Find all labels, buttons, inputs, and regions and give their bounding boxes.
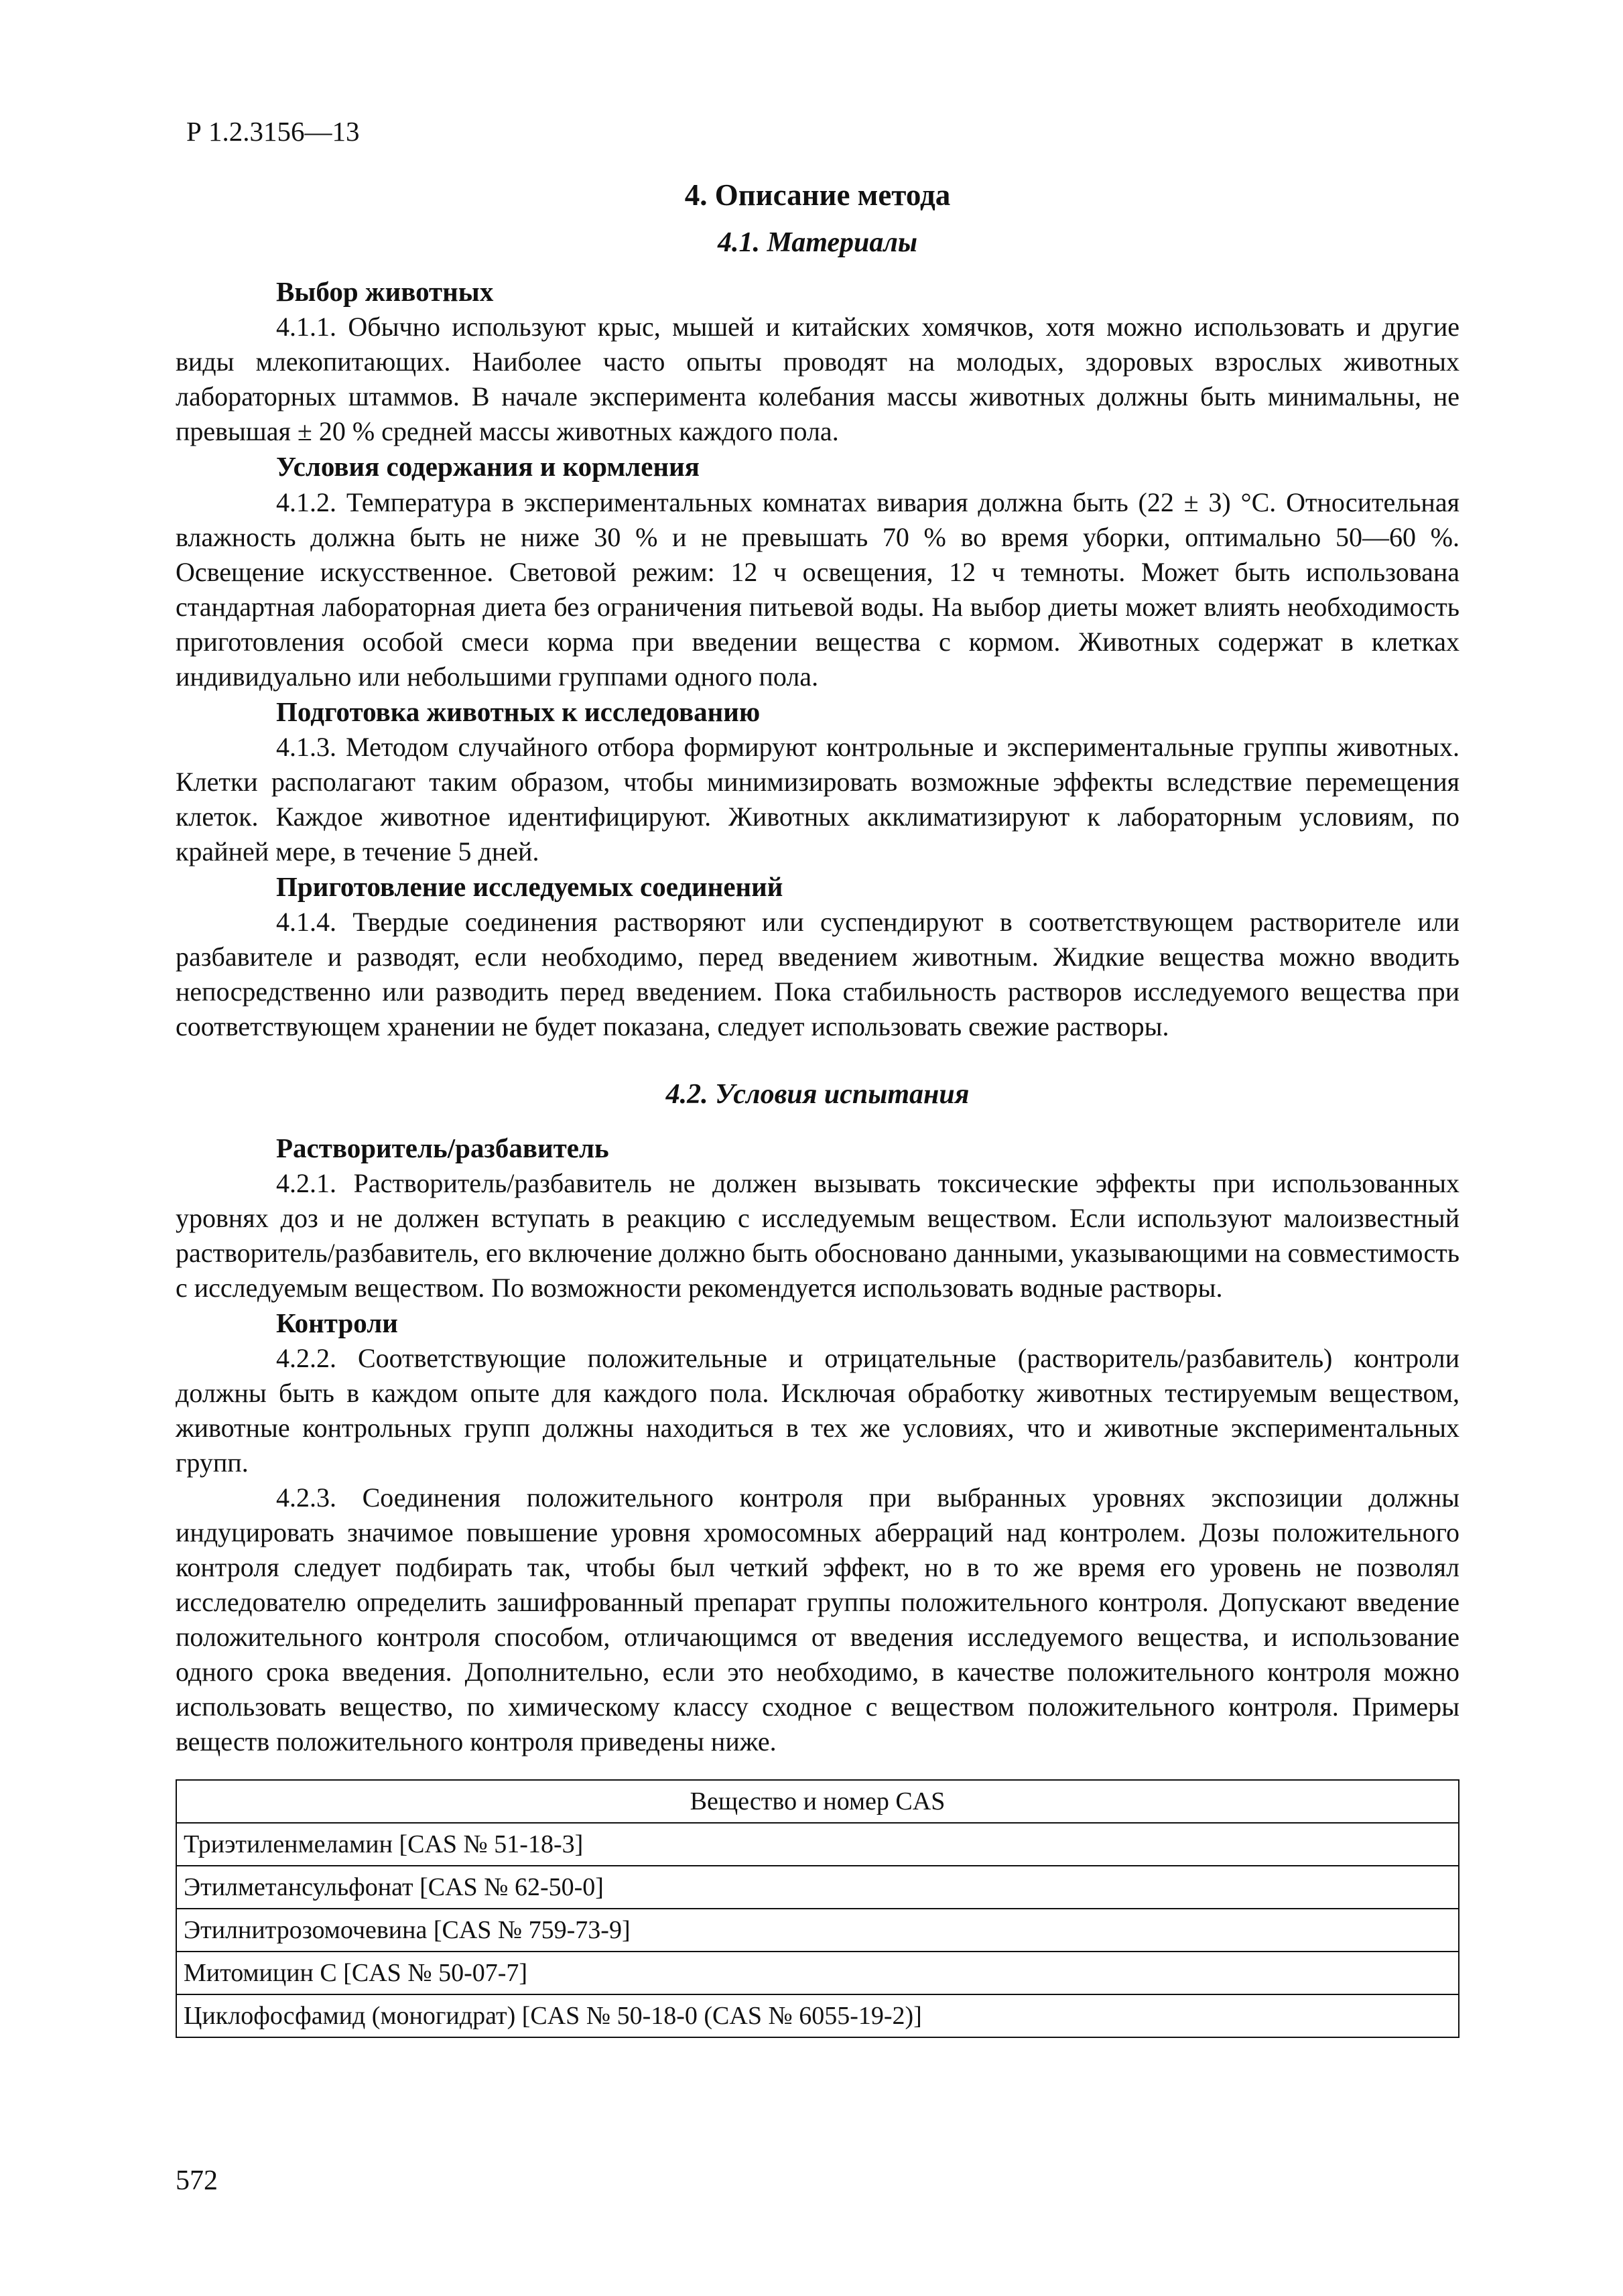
document-code: Р 1.2.3156—13 [186, 116, 360, 147]
table-cell: Этилнитрозомочевина [CAS № 759-73-9] [176, 1909, 1459, 1952]
section-title: 4. Описание метода [684, 178, 951, 212]
table-cell: Циклофосфамид (моногидрат) [CAS № 50-18-0 (CAS № 6055-19-2)] [176, 1994, 1459, 2037]
paragraph-4-2-1: 4.2.1. Растворитель/разбавитель не должен вызывать токсические эффекты при использованных уровнях доз и не должен вступать в реакцию с исследуемым веществом. Если используют малоизвестный растворитель/разбавитель, его включение должно быть обосновано данными, указывающими на совместимость с исследуемым веществом. По возможности рекомендуется использовать водные растворы. [176, 1168, 1459, 1303]
table-row [176, 1952, 1459, 1994]
subsection-title-test-conditions: 4.2. Условия испытания [665, 1079, 970, 1110]
table-cell: Митомицин С [CAS № 50-07-7] [176, 1952, 1459, 1994]
document-body [176, 176, 1459, 2038]
paragraph-4-2-2: 4.2.2. Соответствующие положительные и отрицательные (растворитель/разбавитель) контроли должны быть в каждом опыте для каждого пола. Исключая обработку животных тестируемым веществом, животные контрольных групп должны находиться в тех же условиях, что и животные экспериментальных групп. [176, 1343, 1459, 1478]
table-cell: Этилметансульфонат [CAS № 62-50-0] [176, 1866, 1459, 1909]
paragraph-4-2-3: 4.2.3. Соединения положительного контроля при выбранных уровнях экспозиции должны индуцировать значимое повышение уровня хромосомных аберраций над контролем. Дозы положительного контроля следует подбирать так, чтобы был четкий эффект, но в то же время его уровень не позволял исследователю определить зашифрованный препарат группы положительного контроля. Допускают введение положительного контроля способом, отличающимся от введения исследуемого вещества, и использование одного срока введения. Дополнительно, если это необходимо, в качестве положительного контроля можно использовать вещество, по химическому классу сходное с веществом положительного контроля. Примеры веществ положительного контроля приведены ниже. [176, 1482, 1459, 1757]
heading-animal-selection: Выбор животных [276, 276, 494, 308]
positive-control-table [176, 1779, 1459, 2038]
heading-compound-preparation: Приготовление исследуемых соединений [276, 871, 783, 902]
paragraph-4-1-4: 4.1.4. Твердые соединения растворяют или суспендируют в соответствующем растворителе или разбавителе и разводят, если необходимо, перед введением животным. Жидкие вещества можно вводить непосредственно или разводить перед введением. Пока стабильность растворов исследуемого вещества при соответствующем хранении не будет показана, следует использовать свежие растворы. [176, 907, 1459, 1042]
heading-animal-preparation: Подготовка животных к исследованию [276, 696, 761, 727]
heading-controls: Контроли [276, 1308, 398, 1339]
table-row [176, 1823, 1459, 1866]
table-row [176, 1909, 1459, 1952]
subsection-title-materials: 4.1. Материалы [717, 227, 918, 258]
heading-solvent: Растворитель/разбавитель [276, 1132, 609, 1163]
table-header-row [176, 1780, 1459, 1823]
page-number: 572 [176, 2165, 218, 2196]
paragraph-4-1-1: 4.1.1. Обычно используют крыс, мышей и китайских хомячков, хотя можно использовать и другие виды млекопитающих. Наиболее часто опыты проводят на молодых, здоровых взрослых животных лабораторных штаммов. В начале эксперимента колебания массы животных должны быть минимальны, не превышая ± 20 % средней массы животных каждого пола. [176, 312, 1459, 447]
paragraph-4-1-3: 4.1.3. Методом случайного отбора формируют контрольные и экспериментальные группы животных. Клетки располагают таким образом, чтобы минимизировать возможные эффекты вследствие перемещения клеток. Каждое животное идентифицируют. Животных акклиматизируют к лабораторным условиям, по крайней мере, в течение 5 дней. [176, 731, 1459, 867]
table-row [176, 1866, 1459, 1909]
table-row [176, 1994, 1459, 2037]
paragraph-4-1-2: 4.1.2. Температура в экспериментальных комнатах вивария должна быть (22 ± 3) °С. Относительная влажность должна быть не ниже 30 % и не превышать 70 % во время уборки, оптимально 50—60 %. Освещение искусственное. Световой режим: 12 ч освещения, 12 ч темноты. Может быть использована стандартная лабораторная диета без ограничения питьевой воды. На выбор диеты может влиять необходимость приготовления особой смеси корма при введении вещества с кормом. Животных содержат в клетках индивидуально или небольшими группами одного пола. [176, 487, 1459, 692]
heading-housing-feeding: Условия содержания и кормления [276, 451, 700, 483]
table-cell: Триэтиленмеламин [CAS № 51-18-3] [176, 1823, 1459, 1866]
table-header-cell: Вещество и номер CAS [176, 1780, 1459, 1823]
